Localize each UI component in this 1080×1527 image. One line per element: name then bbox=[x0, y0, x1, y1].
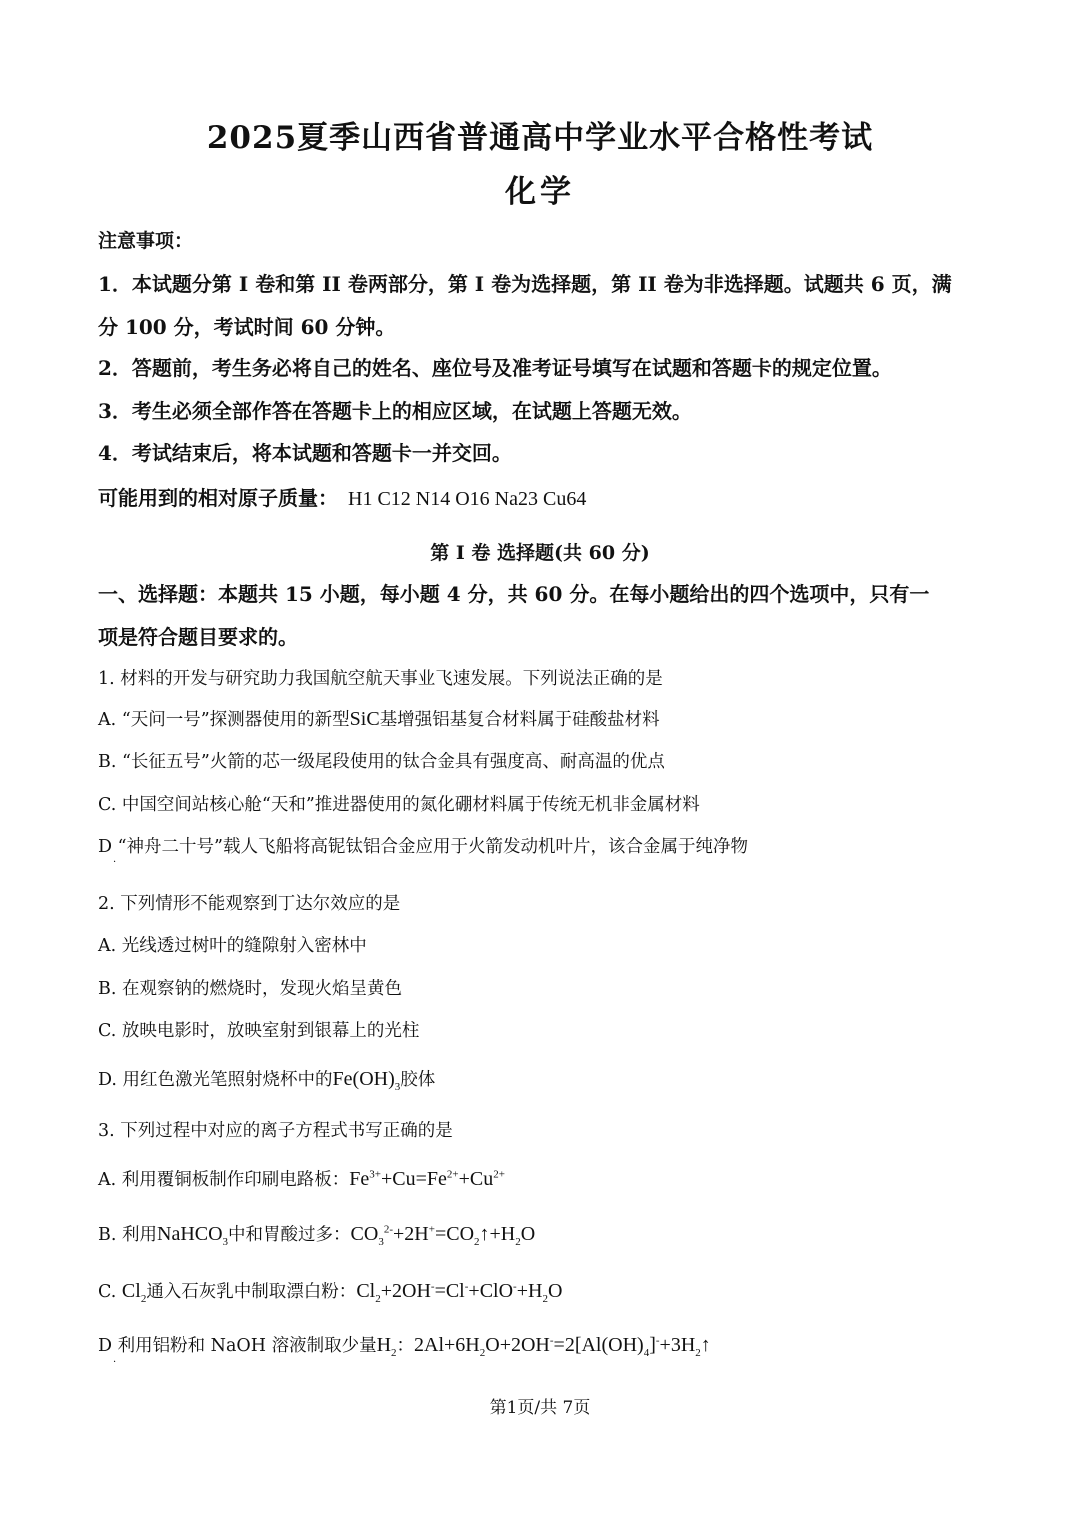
question-3-option-c bbox=[98, 1278, 562, 1305]
h2-formula: $H_2$ bbox=[376, 1334, 397, 1359]
question-3-option-a bbox=[98, 1166, 505, 1191]
question-3-option-b bbox=[98, 1221, 535, 1248]
notice-item-1-line-1: 1．本试题分第 I 卷和第 II 卷两部分，第 I 卷为选择题，第 II 卷为非选择题。试题共 6 页，满 bbox=[98, 272, 952, 296]
question-2-option-d-post: 胶体 bbox=[400, 1070, 436, 1090]
question-3-option-a-equation: $Fe^{3+}+Cu=Fe^{2+}+Cu^{2+}$ bbox=[349, 1168, 505, 1190]
question-1-option-a-post: 基增强铝基复合材料属于硅酸盐材料 bbox=[379, 710, 660, 730]
exam-title: 2025夏季山西省普通高中学业水平合格性考试 bbox=[206, 120, 874, 156]
question-3-option-b-pre: B. 利用 bbox=[98, 1225, 157, 1245]
fe-oh-formula-main: Fe(OH) bbox=[332, 1068, 395, 1090]
question-3-option-d-mid: ： bbox=[396, 1336, 415, 1356]
question-3-option-d-equation: $2Al+6H_2O+2OH^-=2[Al(OH)_4]^-+3H_2↑$ bbox=[414, 1334, 711, 1359]
question-2-stem: 2. 下列情形不能观察到丁达尔效应的是 bbox=[98, 894, 401, 914]
notice-item-1-line-2: 分 100 分，考试时间 60 分钟。 bbox=[98, 315, 396, 339]
question-3-option-c-post: 通入石灰乳中制取漂白粉： bbox=[146, 1282, 357, 1302]
notice-item-3: 3．考生必须全部作答在答题卡上的相应区域，在试题上答题无效。 bbox=[98, 399, 692, 423]
question-1-option-a-formula: SiC bbox=[349, 708, 380, 730]
question-1-option-d: D “神舟二十号”载人飞船将高铌钛铝合金应用于火箭发动机叶片，该合金属于纯净物 bbox=[98, 837, 748, 857]
option-d-dot-mark: · bbox=[113, 857, 117, 868]
question-1-option-c: C. 中国空间站核心舱“天和”推进器使用的氮化硼材料属于传统无机非金属材料 bbox=[98, 795, 700, 815]
question-2-option-d-pre: D. 用红色激光笔照射烧杯中的 bbox=[98, 1070, 333, 1090]
question-1-option-a bbox=[98, 706, 660, 731]
question-3-option-a-pre: A. 利用覆铜板制作印刷电路板： bbox=[98, 1170, 350, 1190]
atomic-mass-label: 可能用到的相对原子质量： bbox=[98, 486, 338, 510]
section-1-instruction-line-1: 一、选择题：本题共 15 小题，每小题 4 分，共 60 分。在每小题给出的四个选项中，只有一 bbox=[98, 582, 930, 606]
question-3-option-b-mid: 中和胃酸过多： bbox=[228, 1225, 351, 1245]
question-1-stem: 1. 材料的开发与研究助力我国航空航天事业飞速发展。下列说法正确的是 bbox=[98, 669, 663, 689]
page-footer: 第1页/共 7页 bbox=[489, 1398, 591, 1418]
section-1-instruction-line-2: 项是符合题目要求的。 bbox=[98, 625, 298, 649]
question-3-option-d bbox=[98, 1332, 711, 1359]
question-2-option-b: B. 在观察钠的燃烧时，发现火焰呈黄色 bbox=[98, 979, 402, 999]
question-2-option-a: A. 光线透过树叶的缝隙射入密林中 bbox=[98, 936, 367, 956]
atomic-mass-values: H1 C12 N14 O16 Na23 Cu64 bbox=[348, 488, 587, 510]
question-3-option-b-equation: $CO_3^{2-}+2H^+=CO_2↑+H_2O$ bbox=[350, 1223, 536, 1248]
nahco3-formula: NaHCO$_3$ bbox=[157, 1223, 229, 1248]
question-2-option-c: C. 放映电影时，放映室射到银幕上的光柱 bbox=[98, 1021, 420, 1041]
cl2-formula: $Cl_2$ bbox=[121, 1280, 147, 1305]
question-1-option-a-pre: A. “天问一号”探测器使用的新型 bbox=[98, 710, 350, 730]
question-3-option-c-equation: $Cl_2+2OH^-=Cl^-+ClO^-+H_2O$ bbox=[356, 1280, 563, 1305]
question-3-option-d-pre: D 利用铝粉和 NaOH 溶液制取少量 bbox=[98, 1336, 377, 1356]
question-3-stem: 3. 下列过程中对应的离子方程式书写正确的是 bbox=[98, 1121, 453, 1141]
option-d-dot-mark: · bbox=[113, 1357, 117, 1368]
fe-oh-formula-subscript: 3 bbox=[394, 1081, 401, 1093]
section-1-heading: 第 I 卷 选择题(共 60 分) bbox=[430, 542, 650, 564]
notice-item-2: 2．答题前，考生务必将自己的姓名、座位号及准考证号填写在试题和答题卡的规定位置。 bbox=[98, 356, 892, 380]
notice-heading: 注意事项： bbox=[98, 230, 194, 252]
question-3-option-c-label: C. bbox=[98, 1282, 122, 1302]
atomic-mass-line bbox=[98, 482, 586, 511]
question-2-option-d-formula bbox=[332, 1068, 401, 1093]
question-1-option-b: B. “长征五号”火箭的芯一级尾段使用的钛合金具有强度高、耐高温的优点 bbox=[98, 752, 665, 772]
notice-item-4: 4．考试结束后，将本试题和答题卡一并交回。 bbox=[98, 441, 512, 465]
exam-subject: 化学 bbox=[505, 174, 575, 210]
question-2-option-d bbox=[98, 1066, 435, 1093]
